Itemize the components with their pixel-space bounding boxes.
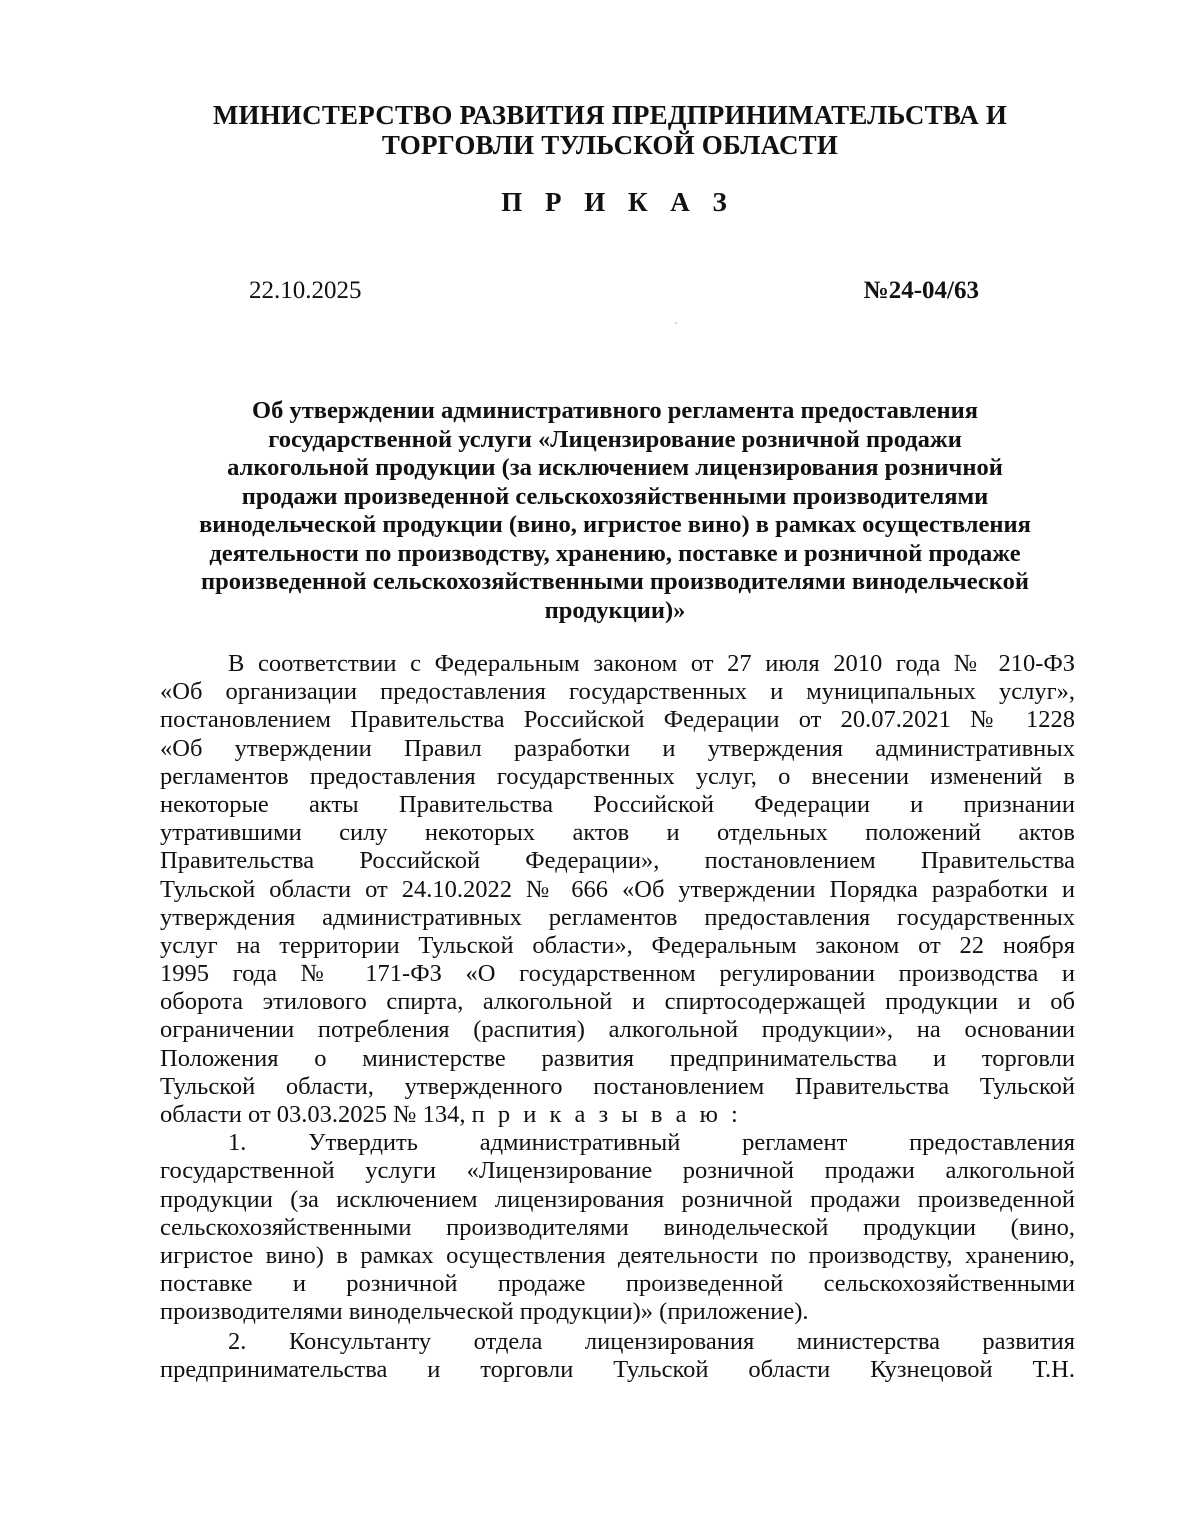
preamble-line: утратившими силу некоторых актов и отдельных положений актов xyxy=(160,819,1075,847)
order-subject xyxy=(130,397,1100,625)
subject-line: деятельности по производству, хранению, поставке и розничной продаже xyxy=(209,539,1021,567)
preamble-line: В соответствии с Федеральным законом от 27 июля 2010 года № 210-ФЗ xyxy=(228,650,1075,677)
subject-line: государственной услуги «Лицензирование розничной продажи xyxy=(268,425,962,453)
item-1-line: поставке и розничной продаже произведенной сельскохозяйственными xyxy=(160,1270,1075,1298)
scan-artifact xyxy=(675,322,677,324)
preamble-line: регламентов предоставления государственных услуг, о внесении изменений в xyxy=(160,762,1075,790)
preamble-last-line-text: области от 03.03.2025 № 134, xyxy=(160,1101,466,1128)
item-2-line: 2. Консультанту отдела лицензирования министерства развития xyxy=(228,1327,1075,1355)
ministry-title-line-1: МИНИСТЕРСТВО РАЗВИТИЯ ПРЕДПРИНИМАТЕЛЬСТВА И xyxy=(212,100,1008,130)
item-2-line: предпринимательства и торговли Тульской области Кузнецовой Т.Н. xyxy=(160,1355,1075,1383)
document-type-title: П Р И К А З xyxy=(501,187,735,217)
item-1-line: сельскохозяйственными производителями винодельческой продукции (вино, xyxy=(160,1213,1075,1241)
order-word: п р и к а з ы в а ю : xyxy=(471,1101,742,1128)
preamble-last-line xyxy=(160,1101,1075,1129)
preamble-line: некоторые акты Правительства Российской Федерации и признании xyxy=(160,790,1075,818)
preamble-line: «Об утверждении Правил разработки и утверждения административных xyxy=(160,734,1075,762)
preamble-line: услуг на территории Тульской области», Федеральным законом от 22 ноября xyxy=(160,931,1075,959)
preamble-line: оборота этилового спирта, алкогольной и спиртосодержащей продукции и об xyxy=(160,988,1075,1016)
preamble-line: Положения о министерстве развития предпринимательства и торговли xyxy=(160,1044,1075,1072)
item-1-line: 1. Утвердить административный регламент предоставления xyxy=(228,1129,1075,1157)
subject-line: Об утверждении административного регламента предоставления xyxy=(252,397,978,424)
preamble-line: ограничении потребления (распития) алкогольной продукции», на основании xyxy=(160,1016,1075,1044)
preamble-line: Правительства Российской Федерации», постановлением Правительства xyxy=(160,847,1075,875)
item-1-line: игристое вино) в рамках осуществления деятельности по производству, хранению, xyxy=(160,1241,1075,1269)
preamble-line: утверждения административных регламентов предоставления государственных xyxy=(160,903,1075,931)
ministry-header xyxy=(150,100,1070,160)
document-date: 22.10.2025 xyxy=(249,277,362,304)
preamble-line: «Об организации предоставления государственных и муниципальных услуг», xyxy=(160,678,1075,706)
order-body xyxy=(160,650,1075,1384)
preamble-line: постановлением Правительства Российской Федерации от 20.07.2021 № 1228 xyxy=(160,706,1075,734)
document-number: №24-04/63 xyxy=(863,277,979,304)
item-1-line: государственной услуги «Лицензирование розничной продажи алкогольной xyxy=(160,1157,1075,1185)
item-1-line: производителями винодельческой продукции)» (приложение). xyxy=(160,1298,809,1326)
subject-line: алкогольной продукции (за исключением лицензирования розничной xyxy=(227,454,1003,481)
subject-line: винодельческой продукции (вино, игристое вино) в рамках осуществления xyxy=(199,511,1031,538)
subject-line: произведенной сельскохозяйственными производителями винодельческой xyxy=(201,568,1029,595)
ministry-title-line-2: ТОРГОВЛИ ТУЛЬСКОЙ ОБЛАСТИ xyxy=(381,130,839,160)
subject-line: продукции)» xyxy=(544,596,686,624)
subject-line: продажи произведенной сельскохозяйственными производителями xyxy=(241,482,989,510)
item-1-line: продукции (за исключением лицензирования розничной продажи произведенной xyxy=(160,1185,1075,1213)
preamble-line: 1995 года № 171-ФЗ «О государственном регулировании производства и xyxy=(160,960,1075,988)
preamble-line: Тульской области, утвержденного постановлением Правительства Тульской xyxy=(160,1072,1075,1100)
preamble-line: Тульской области от 24.10.2022 № 666 «Об утверждении Порядка разработки и xyxy=(160,875,1075,903)
